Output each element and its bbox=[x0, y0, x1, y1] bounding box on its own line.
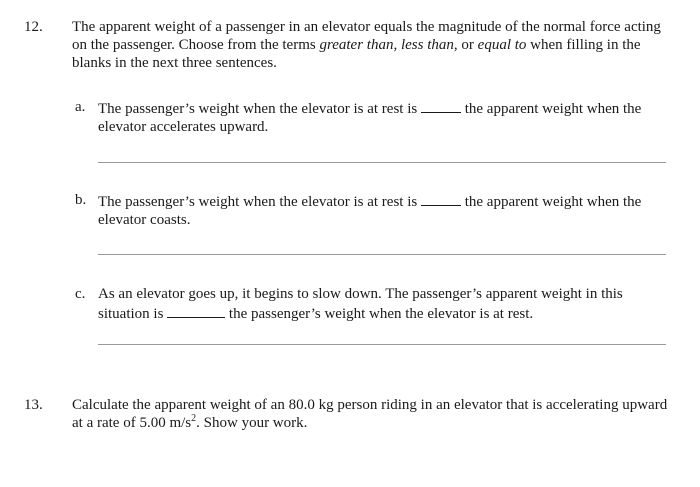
term-equal-to: equal to bbox=[477, 37, 527, 53]
fill-blank[interactable] bbox=[421, 98, 461, 113]
part-label: b. bbox=[75, 192, 87, 208]
part-text: The passenger’s weight when the elevator is at rest is the apparent weight when the elevator coasts. bbox=[98, 191, 673, 229]
answer-line[interactable] bbox=[98, 162, 666, 163]
fill-blank[interactable] bbox=[167, 303, 225, 318]
answer-line[interactable] bbox=[98, 254, 666, 255]
fill-blank[interactable] bbox=[421, 191, 461, 206]
part-label: a. bbox=[75, 99, 86, 115]
question-text: Calculate the apparent weight of an 80.0 kg person riding in an elevator that is accelerating upward at a rate of 5.00 $m/s^2$. Show your work. bbox=[72, 397, 668, 431]
exponent: 2 bbox=[191, 413, 197, 424]
question-number: 12. bbox=[24, 19, 43, 35]
part-text: As an elevator goes up, it begins to slow down. The passenger’s apparent weight in this situation is the passenger’s weight when the elevator is at rest. bbox=[98, 286, 623, 322]
term-less-than: less than bbox=[400, 37, 454, 53]
part-text: The passenger’s weight when the elevator is at rest is the apparent weight when the elevator accelerates upward. bbox=[98, 98, 673, 136]
part-label: c. bbox=[75, 286, 86, 302]
question-number: 13. bbox=[24, 397, 43, 413]
term-greater-than: greater than bbox=[319, 37, 394, 53]
question-text: The apparent weight of a passenger in an elevator equals the magnitude of the normal force acting on the passenger. Choose from the terms greater than, less than, or equal to when filling in the blanks in the next three sentences. bbox=[72, 19, 661, 71]
answer-line[interactable] bbox=[98, 344, 666, 345]
